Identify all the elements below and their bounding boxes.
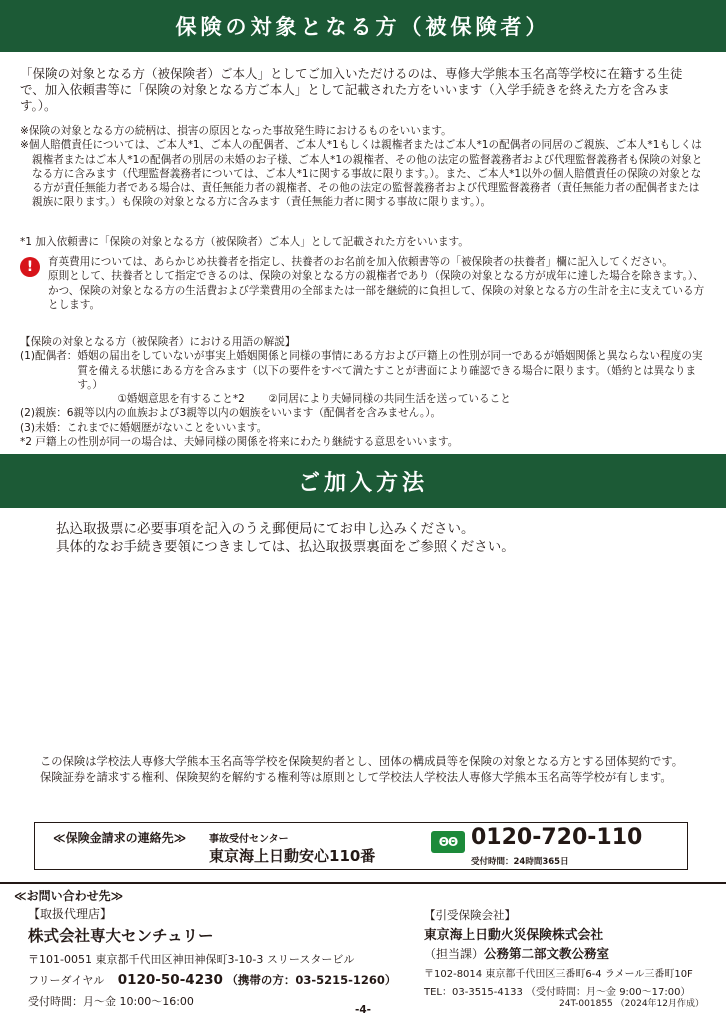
note-liability: ※個人賠償責任については、ご本人*1、ご本人の配偶者、ご本人*1もしくは親権者またはご本人*1の配偶者の同居のご親族、ご本人*1もしくは親権者またはご本人*1の配偶者の別居の未婚のお子様、ご本人*1の親権者、その他の法定の監督義務者および代理監督義務者も保険の対象となる方に含みます（代理監督義務者については、ご本人*1に関する事故に限ります。）。また、ご本人*1以外の個人賠償責任の保険の対象となる方が責任無能力者である場合は、責任無能力者の親権者、その他の法定の監督義務者および代理監督義務者（責任無能力者の配偶者または親族に限ります。）も保険の対象となる方に含みます（責任無能力者に関する事故に限ります。）。	[20, 139, 703, 209]
term-relatives: (2)親族：6親等以内の血族および3親等以内の姻族をいいます（配偶者を含みません。）。	[20, 407, 442, 420]
inquiry-heading: ≪お問い合わせ先≫	[14, 889, 124, 903]
insurer-dept-label: （担当課）	[424, 947, 485, 961]
agency-label: 【取扱代理店】	[28, 907, 113, 921]
terms-heading: 【保険の対象となる方（被保険者）における用語の解説】	[20, 336, 296, 348]
section-title-enrollment: ご加入方法	[0, 454, 726, 508]
insurer-address: 〒102-8014 東京都千代田区三番町6-4 ラメール三番町10F	[424, 969, 693, 980]
term-spouse-req1: ①婚姻意思を有すること*2	[117, 393, 245, 406]
agency-name: 株式会社専大センチュリー	[28, 927, 214, 945]
claim-center-name: 東京海上日動安心110番	[209, 847, 376, 865]
claim-contact-box	[34, 822, 688, 870]
alert-box	[20, 255, 706, 312]
enrollment-line-1: 払込取扱票に必要事項を記入のうえ郵便局にてお申し込みください。	[56, 521, 475, 537]
alert-paragraph-2: 原則として、扶養者として指定できるのは、保険の対象となる方の親権者であり（保険の対象となる方が成年に達した場合を除きます。）、かつ、保険の対象となる方の生活費および学業費用の全部または一部を継続的に負担して、保険の対象となる方の生計を主に支えている方とします。	[48, 270, 705, 311]
insurer-department	[424, 944, 720, 962]
contract-notes	[40, 754, 690, 785]
page-number: -4-	[354, 1004, 372, 1016]
term-spouse-text: 婚姻の届出をしていないが事実上婚姻関係と同様の事情にある方および戸籍上の性別が同一であるが婚姻関係と異ならない程度の実質を備える状態にある方を含みます（以下の要件をすべて満たすことが書面により確認できる場合に限ります。（婚約とは異なります。）	[77, 350, 703, 391]
agency-freedial-label: フリーダイヤル	[28, 974, 105, 987]
contract-paragraph-2: 保険証券を請求する権利、保険契約を解約する権利等は原則として学校法人学校法人専修大学熊本玉名高等学校が有します。	[40, 770, 672, 784]
footnote-1: *1 加入依頼書に「保険の対象となる方（被保険者）ご本人」として記載された方をいいます。	[20, 236, 469, 248]
enrollment-instructions	[56, 520, 515, 556]
term-unmarried: (3)未婚：これまでに婚姻歴がないことをいいます。	[20, 421, 268, 434]
enrollment-line-2: 具体的なお手続き要領につきましては、払込取扱票裏面をご参照ください。	[56, 539, 515, 555]
insurer-dept-name: 公務第二部文教公務室	[484, 946, 610, 961]
claim-phone-number[interactable]: 0120-720-110	[471, 825, 643, 850]
contract-paragraph-1: この保険は学校法人専修大学熊本玉名高等学校を保険契約者とし、団体の構成員等を保険の対象となる方とする団体契約です。	[40, 755, 684, 768]
free-dial-icon: ΘΘ	[431, 831, 465, 853]
document-code: 24T-001855 （2024年12月作成）	[559, 999, 704, 1009]
agency-address: 〒101-0051 東京都千代田区神田神保町3-10-3 スリースタービル	[28, 953, 355, 966]
terms-section	[20, 335, 706, 449]
claim-hours: 受付時間：24時間365日	[471, 857, 569, 867]
agency-contact	[28, 905, 408, 1009]
agency-mobile-number[interactable]: （携帯の方：03-5215-1260）	[226, 973, 397, 987]
insured-lead-paragraph: 「保険の対象となる方（被保険者）ご本人」としてご加入いただけるのは、専修大学熊本玉名高等学校に在籍する生徒で、加入依頼書等に「保険の対象となる方ご本人」として記載された方をいいます（入学手続きを終えた方を含みます。）。	[20, 66, 683, 113]
insured-notes	[20, 124, 706, 210]
term-spouse-req2: ②同居により夫婦同様の共同生活を送っていること	[268, 393, 511, 406]
agency-hours: 受付時間：月～金 10:00～16:00	[28, 995, 194, 1008]
alert-paragraph-1: 育英費用については、あらかじめ扶養者を指定し、扶養者のお名前を加入依頼書等の「被保険者の扶養者」欄に記入してください。	[48, 256, 673, 268]
section-title-insured: 保険の対象となる方（被保険者）	[0, 0, 726, 52]
claim-label: ≪保険金請求の連絡先≫	[53, 831, 187, 845]
insurer-name: 東京海上日動火災保険株式会社	[424, 928, 604, 943]
insurer-label: 【引受保険会社】	[424, 908, 516, 922]
insurer-contact	[424, 907, 720, 998]
insurer-tel[interactable]: TEL：03-3515-4133 （受付時間：月～金 9:00～17:00）	[424, 987, 691, 998]
exclamation-icon: !	[20, 257, 40, 277]
agency-freedial-number[interactable]: 0120-50-4230	[117, 972, 223, 988]
claim-center-label: 事故受付センター	[209, 834, 289, 845]
agency-phone-line	[28, 972, 408, 988]
term-spouse-label: (1)配偶者：	[20, 350, 78, 363]
note-relationship: ※保険の対象となる方の続柄は、損害の原因となった事故発生時におけるものをいいます。	[20, 125, 452, 137]
divider	[0, 882, 726, 884]
footnote-2: *2 戸籍上の性別が同一の場合は、夫婦同様の関係を将来にわたり継続する意思をいいます。	[20, 436, 459, 449]
